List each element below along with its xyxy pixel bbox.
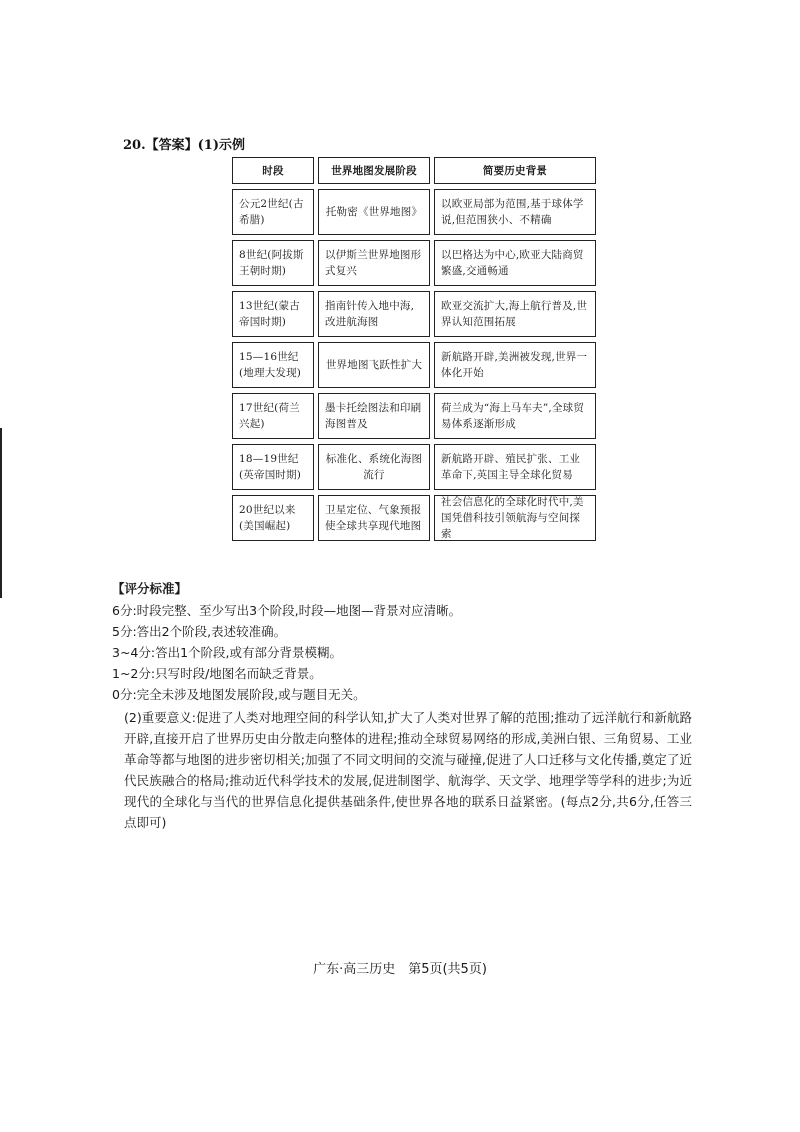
cell-background: 新航路开辟、殖民扩张、工业革命下,英国主导全球化贸易	[434, 444, 596, 490]
cell-period: 20世纪以来(美国崛起)	[232, 495, 314, 541]
cell-period: 17世纪(荷兰兴起)	[232, 393, 314, 439]
header-cell-period: 时段	[232, 157, 314, 184]
header-cell-background: 简要历史背景	[434, 157, 596, 184]
cell-period: 15—16世纪(地理大发现)	[232, 342, 314, 388]
table-row	[232, 444, 600, 490]
standard-item: 0分:完全未涉及地图发展阶段,或与题目无关。	[112, 687, 366, 702]
answer-table	[232, 157, 600, 546]
part2-paragraph	[112, 707, 692, 833]
answer-heading: 20.【答案】(1)示例	[123, 138, 245, 153]
table-header-row	[232, 157, 600, 184]
standards-title: 【评分标准】	[112, 581, 188, 596]
cell-stage: 标准化、系统化海图流行	[318, 444, 430, 490]
header-cell-stage: 世界地图发展阶段	[318, 157, 430, 184]
cell-stage: 托勒密《世界地图》	[318, 189, 430, 235]
cell-background: 社会信息化的全球化时代中,美国凭借科技引领航海与空间探索	[434, 495, 596, 541]
cell-background: 欧亚交流扩大,海上航行普及,世界认知范围拓展	[434, 291, 596, 337]
cell-stage: 世界地图飞跃性扩大	[318, 342, 430, 388]
table-row	[232, 495, 600, 541]
table-row	[232, 342, 600, 388]
cell-stage: 卫星定位、气象预报使全球共享现代地图	[318, 495, 430, 541]
cell-background: 荷兰成为“海上马车夫”,全球贸易体系逐渐形成	[434, 393, 596, 439]
cell-stage: 以伊斯兰世界地图形式复兴	[318, 240, 430, 286]
standard-item: 5分:答出2个阶段,表述较准确。	[112, 624, 287, 639]
table-row	[232, 189, 600, 235]
table-row	[232, 240, 600, 286]
cell-background: 以巴格达为中心,欧亚大陆商贸繁盛,交通畅通	[434, 240, 596, 286]
cell-period: 18—19世纪(英帝国时期)	[232, 444, 314, 490]
cell-stage: 指南针传入地中海,改进航海图	[318, 291, 430, 337]
cell-period: 公元2世纪(古希腊)	[232, 189, 314, 235]
cell-background: 以欧亚局部为范围,基于球体学说,但范围狭小、不精确	[434, 189, 596, 235]
standard-item: 1~2分:只写时段/地图名而缺乏背景。	[112, 666, 322, 681]
table-row	[232, 291, 600, 337]
part2-text: (2)重要意义:促进了人类对地理空间的科学认知,扩大了人类对世界了解的范围;推动了远洋航行和新航路开辟,直接开启了世界历史由分散走向整体的进程;推动全球贸易网络的形成,美洲白银、三角贸易、工业革命等都与地图的进步密切相关;加强了不同文明间的交流与碰撞,促进了人口迁移与文化传播,奠定了近代民族融合的格局;推动近代科学技术的发展,促进制图学、航海学、天文学、地理学等学科的进步;为近现代的全球化与当代的世界信息化提供基础条件,使世界各地的联系日益紧密。(每点2分,共6分,任答三点即可)	[124, 710, 692, 830]
standards-list	[112, 600, 692, 705]
cell-period: 8世纪(阿拔斯王朝时期)	[232, 240, 314, 286]
scan-edge-mark	[0, 428, 2, 598]
standard-item: 3~4分:答出1个阶段,或有部分背景模糊。	[112, 645, 343, 660]
page-footer: 广东·高三历史 第5页(共5页)	[313, 962, 487, 977]
cell-stage: 墨卡托绘图法和印刷海图普及	[318, 393, 430, 439]
cell-background: 新航路开辟,美洲被发现,世界一体化开始	[434, 342, 596, 388]
cell-period: 13世纪(蒙古帝国时期)	[232, 291, 314, 337]
table-row	[232, 393, 600, 439]
standard-item: 6分:时段完整、至少写出3个阶段,时段—地图—背景对应清晰。	[112, 603, 462, 618]
